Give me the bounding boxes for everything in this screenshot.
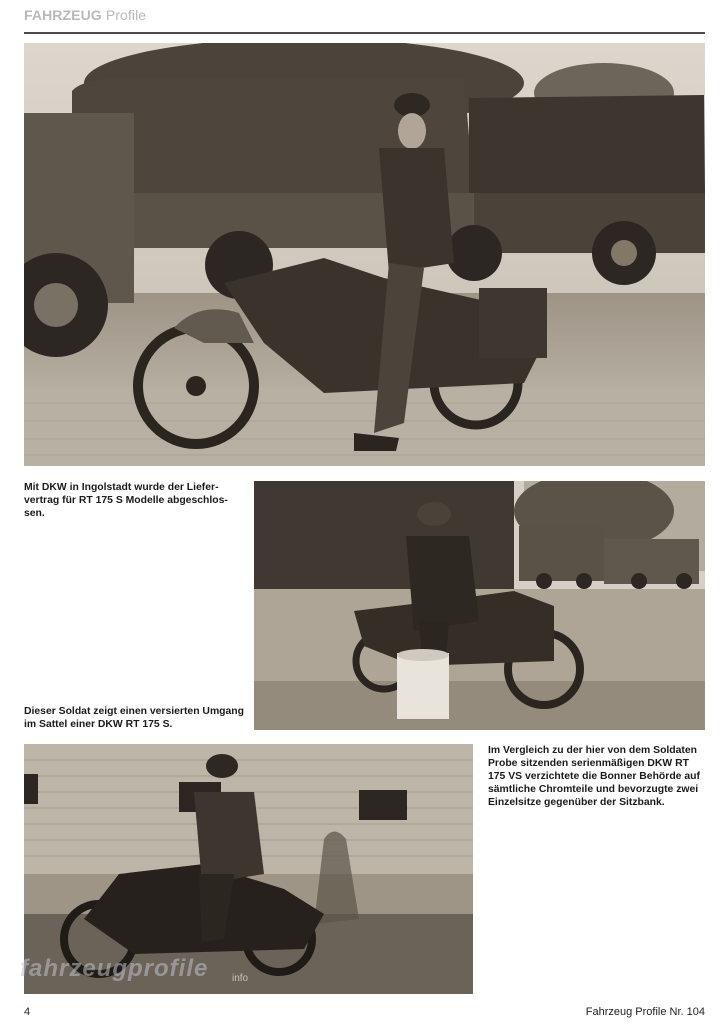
photo-soldier-helmet-motorcycle <box>254 481 705 730</box>
running-header <box>24 7 146 23</box>
header-title-bold: FAHRZEUG <box>24 7 102 23</box>
photo-soldier-motorcycle-trucks <box>24 43 705 466</box>
caption-soldier-skill: Dieser Soldat zeigt einen versierten Umgang im Sattel einer DKW RT 175 S. <box>24 706 244 730</box>
watermark-small: info <box>232 973 249 984</box>
watermark-logo: fahrzeugprofile <box>20 955 209 982</box>
publication-name: Fahrzeug Profile Nr. 104 <box>585 1006 705 1018</box>
caption-comparison-rt175vs: Im Vergleich zu der hier von dem Soldaten Probe sitzenden serienmäßigen DKW RT 175 VS verzichtete die Bonner Behörde auf sämtliche Chromteile und bevorzugte zwei Einzelsitze gegenüber der Sitzbank. <box>488 745 700 808</box>
header-title-light: Profile <box>105 7 147 23</box>
page-number: 4 <box>24 1006 31 1018</box>
caption-delivery-contract: Mit DKW in Ingolstadt wurde der Liefer-vertrag für RT 175 S Modelle abgeschlos-sen. <box>24 482 228 519</box>
header-rule <box>24 32 705 34</box>
